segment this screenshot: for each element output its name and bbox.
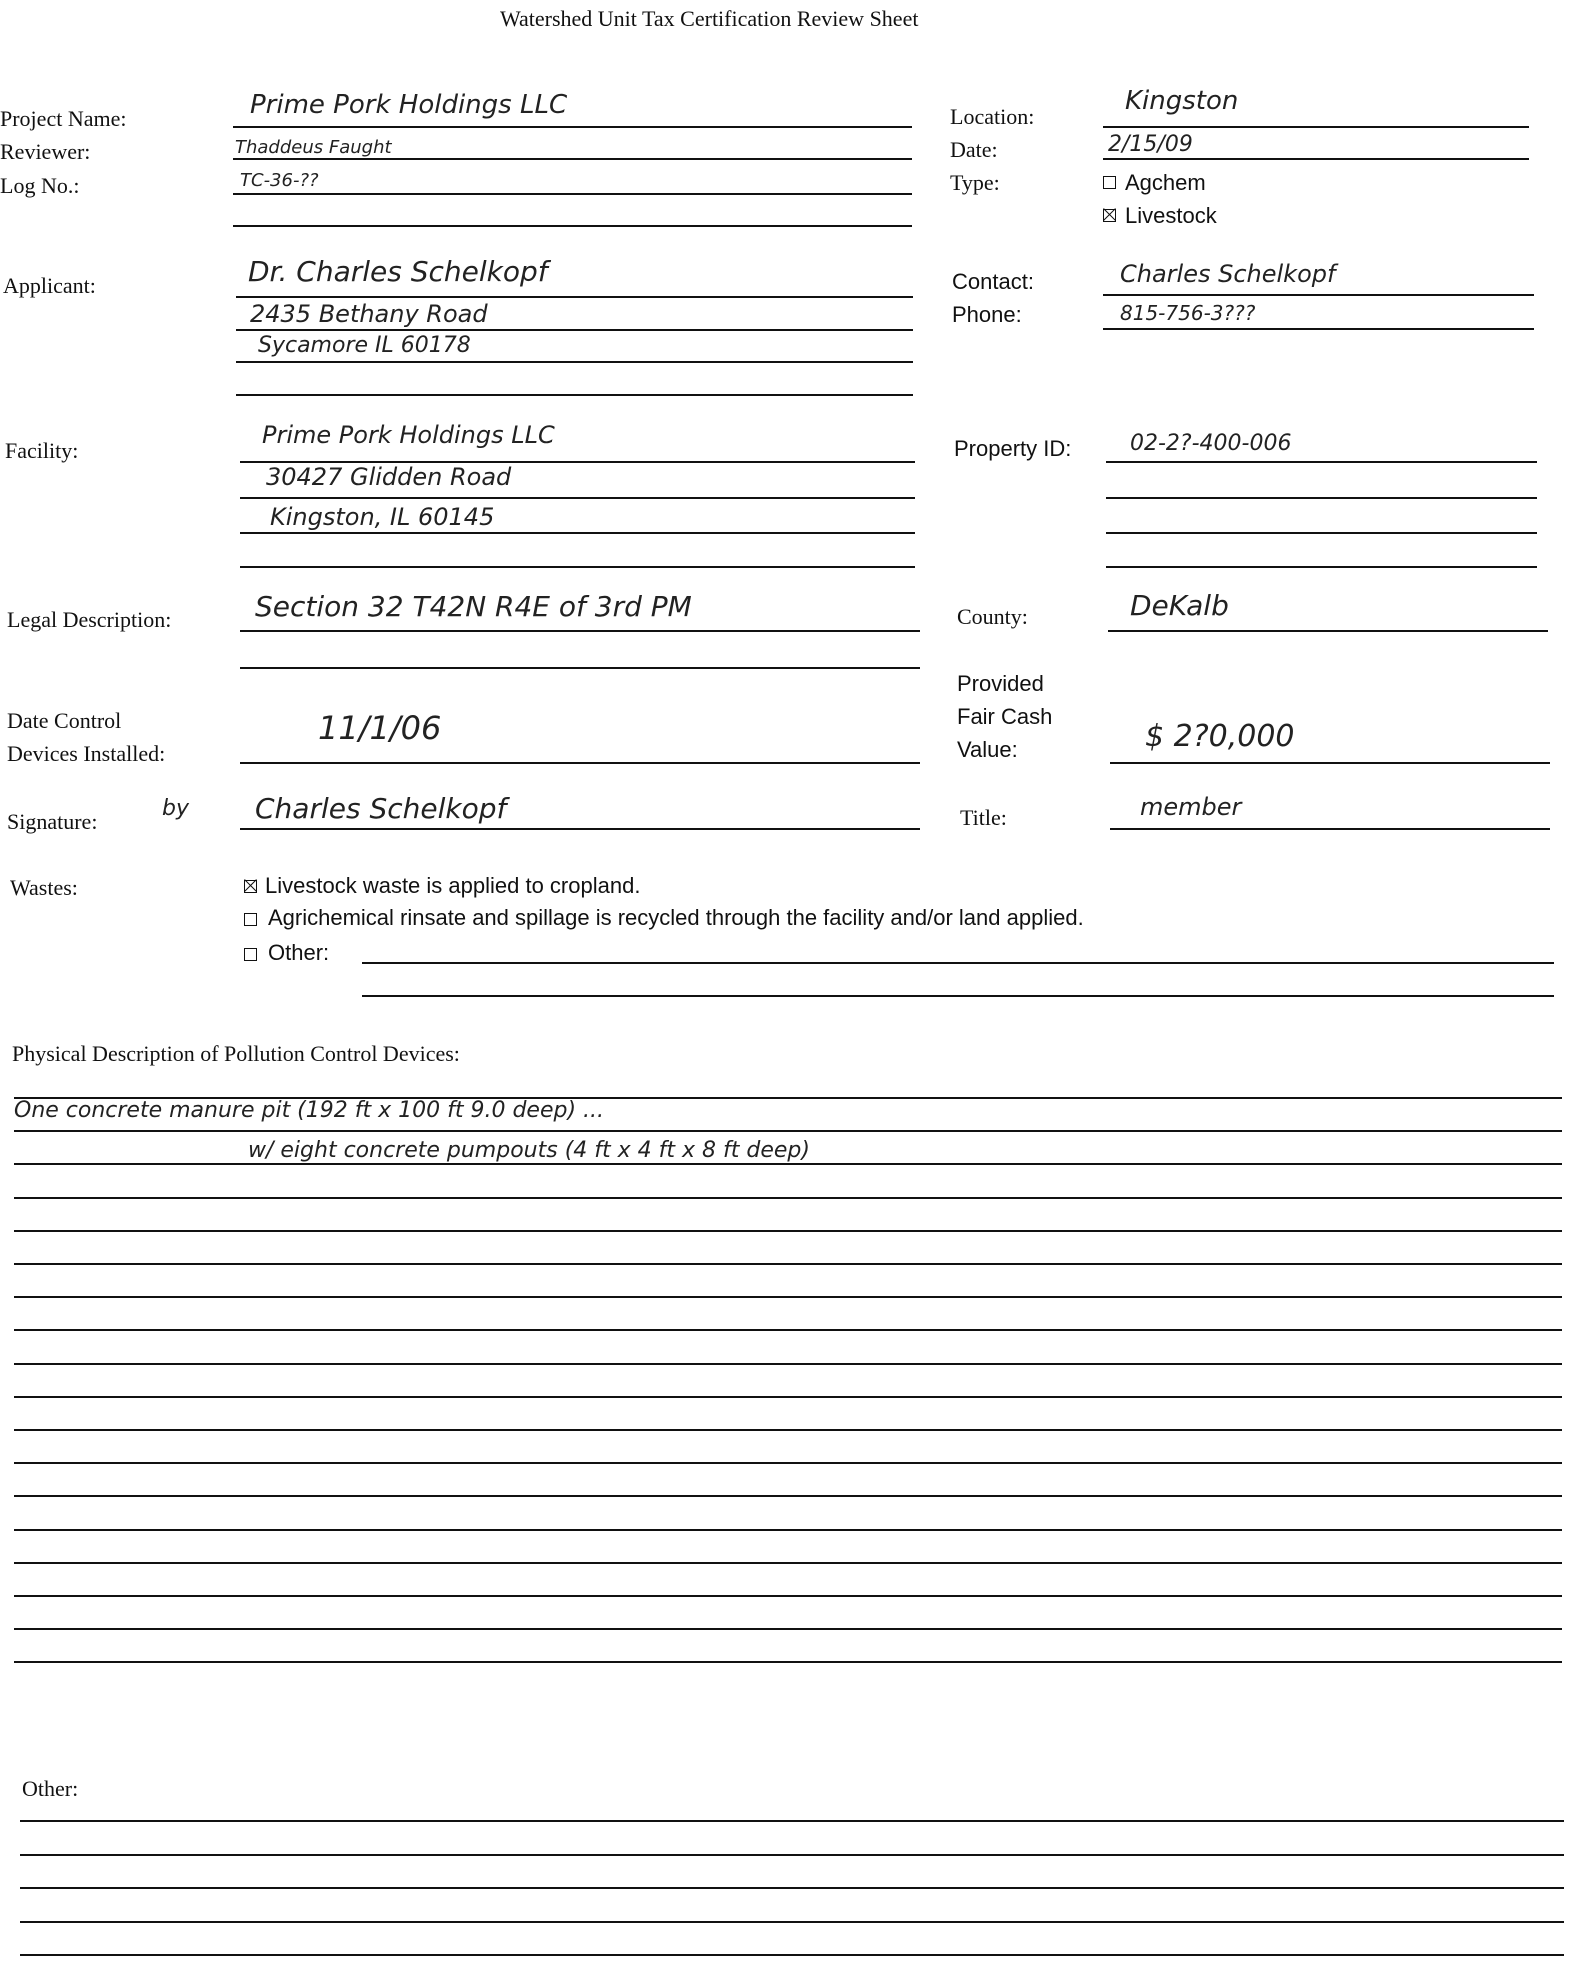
county-line bbox=[1108, 630, 1548, 632]
log-no-value[interactable]: TC-36-?? bbox=[240, 170, 319, 191]
property-id-value[interactable]: 02-2?-400-006 bbox=[1130, 431, 1292, 456]
other-line bbox=[20, 1887, 1564, 1889]
type-livestock-label: Livestock bbox=[1125, 203, 1217, 228]
phone-value[interactable]: 815-756-3??? bbox=[1120, 301, 1256, 325]
project-name-label: Project Name: bbox=[0, 106, 127, 131]
physical-description-line bbox=[14, 1595, 1562, 1597]
location-line bbox=[1103, 126, 1529, 128]
type-livestock-checkbox[interactable] bbox=[1103, 209, 1116, 222]
property-id-line-3 bbox=[1106, 532, 1537, 534]
wastes-label: Wastes: bbox=[10, 875, 78, 900]
log-no-label: Log No.: bbox=[0, 173, 80, 198]
waste-other-line-1 bbox=[362, 962, 1554, 964]
physical-description-line bbox=[14, 1230, 1562, 1232]
facility-line-3 bbox=[240, 532, 915, 534]
physical-description-line bbox=[14, 1130, 1562, 1132]
other-line bbox=[20, 1854, 1564, 1856]
property-id-line-4 bbox=[1106, 566, 1537, 568]
location-label: Location: bbox=[950, 104, 1035, 129]
property-id-line-1 bbox=[1106, 461, 1537, 463]
value-label: Value: bbox=[957, 737, 1018, 762]
waste-agchem-checkbox[interactable] bbox=[244, 913, 257, 926]
signature-prefix: by bbox=[162, 796, 189, 821]
physical-description-line bbox=[14, 1329, 1562, 1331]
signature-value[interactable]: Charles Schelkopf bbox=[255, 792, 507, 825]
facility-line-4 bbox=[240, 566, 915, 568]
waste-other-label: Other: bbox=[268, 940, 330, 965]
waste-livestock-checkbox[interactable] bbox=[244, 880, 257, 893]
type-label: Type: bbox=[950, 170, 1000, 195]
date-installed-line bbox=[240, 762, 920, 764]
facility-label: Facility: bbox=[5, 438, 79, 463]
reviewer-value[interactable]: Thaddeus Faught bbox=[235, 137, 392, 158]
applicant-line-3 bbox=[236, 361, 913, 363]
physical-description-line bbox=[14, 1363, 1562, 1365]
physical-description-line bbox=[14, 1529, 1562, 1531]
applicant-line1-value[interactable]: Dr. Charles Schelkopf bbox=[248, 255, 548, 288]
physical-description-line2-value[interactable]: w/ eight concrete pumpouts (4 ft x 4 ft x 8 ft deep) bbox=[248, 1138, 810, 1163]
phone-label: Phone: bbox=[952, 302, 1022, 327]
log-no-extra-line bbox=[233, 225, 912, 227]
county-value[interactable]: DeKalb bbox=[1130, 589, 1229, 622]
applicant-line-2 bbox=[236, 329, 913, 331]
facility-line2-value[interactable]: 30427 Glidden Road bbox=[266, 463, 512, 491]
date-control-label-2: Devices Installed: bbox=[7, 741, 166, 766]
contact-label: Contact: bbox=[952, 269, 1034, 294]
physical-description-label: Physical Description of Pollution Control Devices: bbox=[12, 1041, 460, 1066]
physical-description-line bbox=[14, 1562, 1562, 1564]
other-line bbox=[20, 1921, 1564, 1923]
date-label: Date: bbox=[950, 137, 998, 162]
waste-other-line-2 bbox=[362, 995, 1554, 997]
title-value[interactable]: member bbox=[1140, 793, 1242, 821]
date-installed-value[interactable]: 11/1/06 bbox=[318, 709, 442, 747]
fair-cash-value[interactable]: $ 2?0,000 bbox=[1145, 719, 1295, 754]
phone-line bbox=[1103, 328, 1534, 330]
type-agchem-checkbox[interactable] bbox=[1103, 176, 1116, 189]
form-title: Watershed Unit Tax Certification Review Sheet bbox=[500, 6, 919, 31]
type-agchem-label: Agchem bbox=[1125, 170, 1206, 195]
provided-label: Provided bbox=[957, 671, 1044, 696]
applicant-line2-value[interactable]: 2435 Bethany Road bbox=[250, 300, 488, 328]
applicant-line-1 bbox=[236, 296, 913, 298]
fair-cash-line bbox=[1110, 762, 1550, 764]
physical-description-line1-value[interactable]: One concrete manure pit (192 ft x 100 ft 9.0 deep) ... bbox=[14, 1098, 605, 1123]
title-label: Title: bbox=[960, 805, 1007, 830]
property-id-line-2 bbox=[1106, 497, 1537, 499]
date-control-label-1: Date Control bbox=[7, 708, 122, 733]
other-line bbox=[20, 1954, 1564, 1956]
facility-line1-value[interactable]: Prime Pork Holdings LLC bbox=[262, 421, 555, 449]
reviewer-label: Reviewer: bbox=[0, 139, 91, 164]
other-line bbox=[20, 1820, 1564, 1822]
legal-description-label: Legal Description: bbox=[7, 607, 172, 632]
date-line bbox=[1103, 158, 1529, 160]
legal-description-line-1 bbox=[240, 630, 920, 632]
signature-line bbox=[240, 828, 920, 830]
physical-description-line bbox=[14, 1163, 1562, 1165]
contact-value[interactable]: Charles Schelkopf bbox=[1120, 260, 1336, 288]
fair-cash-label: Fair Cash bbox=[957, 704, 1053, 729]
legal-description-value[interactable]: Section 32 T42N R4E of 3rd PM bbox=[255, 590, 692, 623]
county-label: County: bbox=[957, 604, 1028, 629]
facility-line-2 bbox=[240, 497, 915, 499]
physical-description-line bbox=[14, 1628, 1562, 1630]
applicant-label: Applicant: bbox=[3, 273, 96, 298]
waste-agchem-label: Agrichemical rinsate and spillage is recycled through the facility and/or land applied. bbox=[268, 905, 1084, 930]
physical-description-line bbox=[14, 1661, 1562, 1663]
property-id-label: Property ID: bbox=[954, 436, 1072, 461]
physical-description-line bbox=[14, 1097, 1562, 1099]
legal-description-line-2 bbox=[240, 667, 920, 669]
waste-livestock-label: Livestock waste is applied to cropland. bbox=[265, 873, 641, 898]
signature-label: Signature: bbox=[7, 809, 98, 834]
contact-line bbox=[1103, 294, 1534, 296]
physical-description-line bbox=[14, 1296, 1562, 1298]
facility-line3-value[interactable]: Kingston, IL 60145 bbox=[270, 503, 495, 531]
title-line bbox=[1110, 828, 1550, 830]
physical-description-line bbox=[14, 1197, 1562, 1199]
reviewer-line bbox=[233, 158, 912, 160]
physical-description-line bbox=[14, 1429, 1562, 1431]
physical-description-line bbox=[14, 1495, 1562, 1497]
location-value[interactable]: Kingston bbox=[1125, 86, 1239, 116]
log-no-line bbox=[233, 193, 912, 195]
physical-description-line bbox=[14, 1396, 1562, 1398]
applicant-line3-value[interactable]: Sycamore IL 60178 bbox=[258, 333, 471, 358]
waste-other-checkbox[interactable] bbox=[244, 948, 257, 961]
facility-line-1 bbox=[240, 461, 915, 463]
other-label: Other: bbox=[22, 1776, 79, 1801]
physical-description-line bbox=[14, 1462, 1562, 1464]
date-value[interactable]: 2/15/09 bbox=[1108, 132, 1193, 157]
project-name-value[interactable]: Prime Pork Holdings LLC bbox=[250, 90, 568, 120]
project-name-line bbox=[233, 126, 912, 128]
physical-description-line bbox=[14, 1263, 1562, 1265]
applicant-line-4 bbox=[236, 394, 913, 396]
